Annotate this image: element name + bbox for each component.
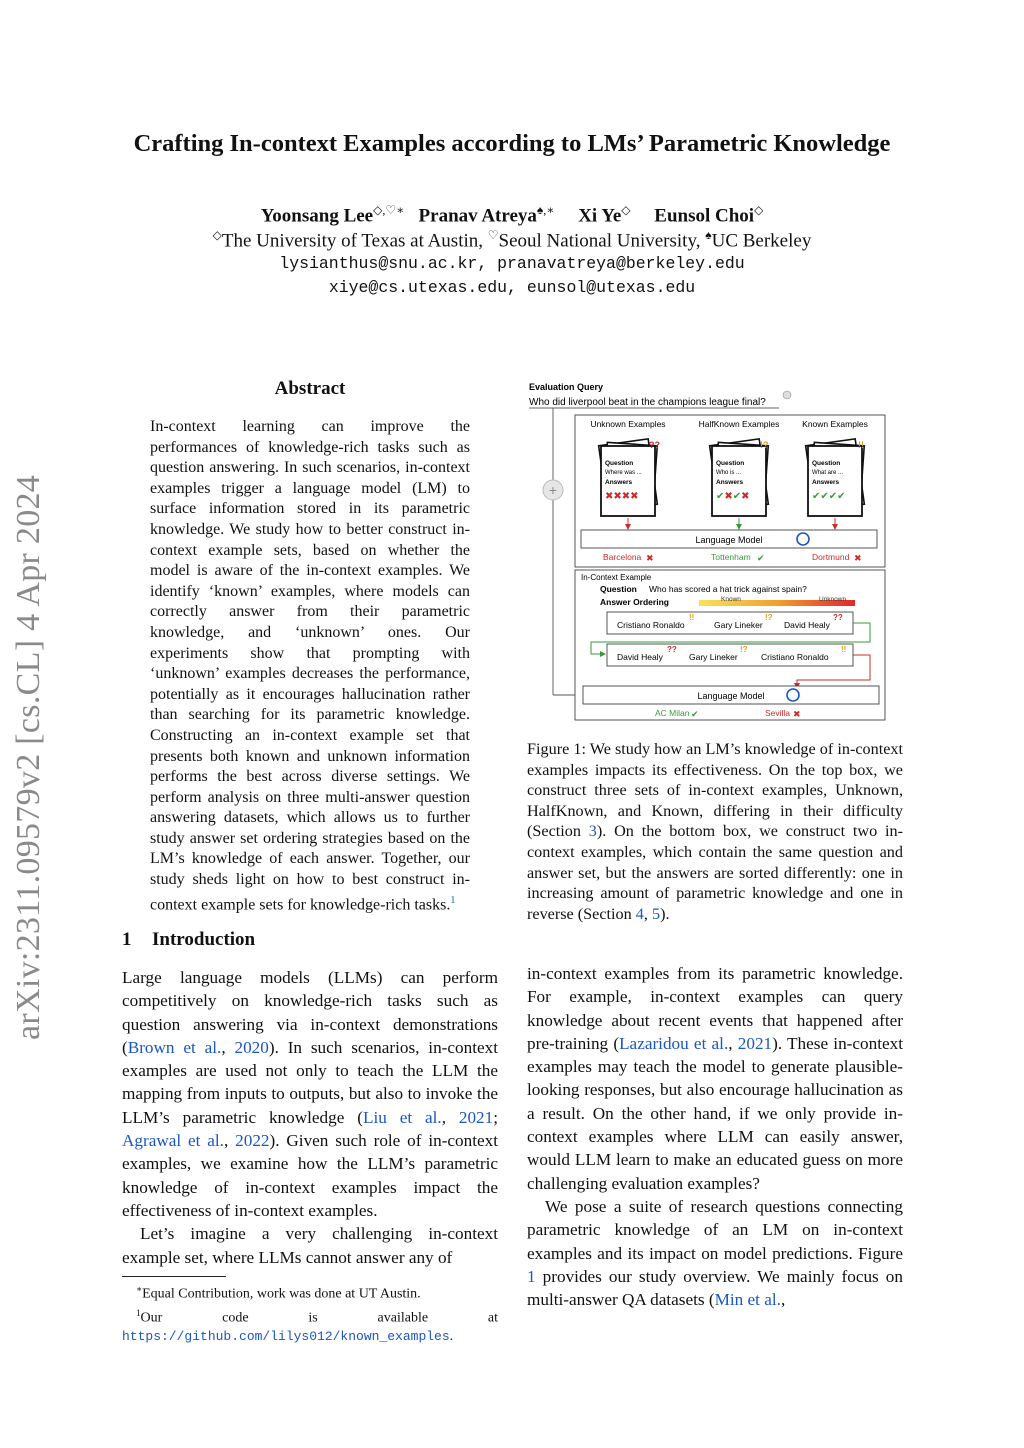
abstract-heading: Abstract (274, 378, 346, 399)
text: Figure 1: We study how an LM’s knowledge of in-context examples impacts its effectiveness. On the top box, we construct three sets of in-context examples, Unknown, HalfKnown, and Known, differing in their difficulty (Section (527, 740, 903, 841)
citation-link[interactable]: Agrawal et al. (122, 1131, 224, 1151)
cross-icon: ✖ (854, 553, 862, 563)
check-marks: ✔✔✔✔ (812, 491, 846, 502)
footnote-text: Equal Contribution, work was done at UT Austin. (142, 1286, 421, 1302)
card-answers-label: Answers (605, 479, 633, 486)
text: , (643, 904, 652, 923)
citation-year-link[interactable]: 2021 (737, 1033, 773, 1053)
figure-caption (527, 739, 903, 924)
question-marks: !? (760, 440, 769, 450)
cross-icon: ✖ (646, 553, 654, 563)
section-number: 1 (122, 929, 132, 950)
card-question-text: Who is ... (716, 470, 742, 476)
card-question-text: What are ... (812, 470, 844, 476)
affil-mark: ♡ (487, 228, 499, 242)
row2-answer-2: Gary Lineker (689, 652, 738, 662)
paragraph (122, 966, 498, 1222)
card-answers-label: Answers (716, 479, 744, 486)
exclamation-marks: !! (841, 645, 847, 654)
check-icon: ✔ (757, 553, 765, 563)
text: in-context examples from its parametric knowledge. For example, in-context examples can query knowledge about recent events that happened after pre-training ( (527, 964, 903, 1053)
row2-answer-1: David Healy (617, 652, 663, 662)
author-marks: ◇ (754, 203, 764, 217)
author-name: Xi Ye (578, 205, 622, 227)
paragraph (527, 1195, 903, 1311)
citation-year-link[interactable]: 2020 (234, 1037, 269, 1057)
citation-link[interactable]: Brown et al. (127, 1037, 222, 1057)
row1-answer-3: David Healy (784, 620, 830, 630)
section-heading (122, 929, 255, 951)
text: ). These in-context examples may teach the model to generate plausible-looking responses, but also encourage hallucination as a result. On the other hand, if we only provide in-context examples where LLM can easily answer, would LLM learn to make an educated guess on more challenging evaluation examples? (527, 1033, 903, 1193)
answer-ordering-label: Answer Ordering (600, 597, 669, 607)
intro-left-column (122, 966, 498, 1269)
section-ref-link[interactable]: 5 (651, 904, 661, 923)
card-answers-label: Answers (812, 479, 840, 486)
output-dortmund: Dortmund (812, 552, 850, 562)
paragraph: Let’s imagine a very challenging in-context example set, where LLMs cannot answer any of (122, 1224, 498, 1267)
output-barcelona: Barcelona (603, 552, 642, 562)
affil-mark: ♠ (705, 228, 712, 242)
lm-label: Language Model (695, 535, 763, 545)
eval-question: Who did liverpool beat in the champions league final? (529, 397, 766, 408)
author-marks: ♠,∗ (536, 203, 555, 217)
cross-icon: ✖ (793, 709, 801, 719)
footnote-divider (122, 1276, 226, 1277)
email-line: lysianthus@snu.ac.kr, pranavatreya@berkeley.edu (279, 254, 745, 273)
set-label-known: Known Examples (802, 419, 868, 429)
lm-label: Language Model (697, 691, 765, 701)
text: , (780, 1290, 786, 1310)
abstract-text: In-context learning can improve the performances of knowledge-rich tasks such as question answering. In such scenarios, in-context examples trigger a language model (LM) to surface information stored in its parametric knowledge. We study how to better construct in-context example sets, based on whether the model is aware of the in-context examples. We identify ‘known’ examples, where models can correctly answer from their parametric knowledge, and ‘unknown’ ones. Our experiments show that prompting with ‘unknown’ examples decreases the performance, potentially as it encourages hallucination rather than searching for its parametric knowledge. Constructing an in-context example set that presents both known and unknown information performs the best across diverse settings. We perform analysis on three multi-answer question answering datasets, which allows us to further study answer set ordering strategies based on the LM’s knowledge of each answer. Together, our study sheds light on how to best construct in-context example sets for knowledge-rich tasks. (150, 418, 470, 913)
text: ). Given such role of in-context examples, we examine how the LLM’s parametric knowledge of in-context examples impact the effectiveness of in-context examples. (122, 1131, 499, 1220)
section-ref-link[interactable]: 4 (635, 904, 644, 923)
exclamation-marks: !! (858, 440, 864, 450)
text: provides our study overview. We mainly focus on multi-answer QA datasets ( (527, 1266, 903, 1310)
footnote-mark: ∗ (136, 1284, 143, 1294)
in-context-label: In-Context Example (581, 573, 652, 582)
question-marks: ?? (833, 613, 843, 622)
text: , (441, 1107, 459, 1127)
figure-ref-link[interactable]: 1 (527, 1266, 536, 1286)
gradient-unknown-label: Unknown (819, 596, 847, 603)
text: ). On the bottom box, we construct two in-context examples, which contain the same question and answer set, but the answers are sorted differently: one in increasing amount of parametric knowledge and one in reverse (Section (527, 822, 903, 923)
footnote-text: . (449, 1329, 454, 1345)
author-marks: ◇ (621, 203, 631, 217)
text: ). (660, 904, 670, 923)
figure-1 (525, 380, 905, 725)
check-icon: ✔ (691, 709, 699, 719)
text: , (223, 1131, 236, 1151)
exclamation-marks: !? (765, 613, 773, 622)
affil-name: UC Berkeley (711, 230, 812, 252)
arxiv-stamp: arXiv:2311.09579v2 [cs.CL] 4 Apr 2024 (10, 474, 47, 1040)
affil-name: Seoul National University, (498, 230, 701, 252)
card-question-label: Question (716, 460, 745, 467)
author-marks: ◇,♡∗ (373, 203, 405, 217)
text: We pose a suite of research questions connecting parametric knowledge of an LM on in-context examples and its impact on model predictions. Figure (527, 1196, 903, 1263)
citation-year-link[interactable]: 2022 (235, 1131, 270, 1151)
citation-year-link[interactable]: 2021 (458, 1107, 494, 1127)
ic-question: Who has scored a hat trick against spain? (649, 584, 807, 594)
paper-title: Crafting In-context Examples according to LMs’ Parametric Knowledge (133, 130, 891, 157)
card-question-text: Where was ... (605, 470, 642, 476)
author-name: Yoonsang Lee (260, 205, 374, 227)
gradient-known-label: Known (721, 596, 741, 603)
card-stack-known (806, 439, 865, 516)
set-label-unknown: Unknown Examples (590, 419, 666, 429)
section-title: Introduction (152, 929, 256, 950)
footnote (122, 1280, 498, 1304)
affiliations (0, 228, 1024, 252)
footnote-ref[interactable]: 1 (450, 894, 456, 906)
text: , (728, 1033, 738, 1053)
set-label-halfknown: HalfKnown Examples (698, 419, 780, 429)
card-stack-halfknown (710, 439, 769, 516)
plus-sign: + (548, 482, 558, 498)
exclamation-marks: !! (689, 613, 695, 622)
abstract-body (150, 417, 470, 916)
output-tottenham: Tottenham (711, 552, 751, 562)
footnote-text: Our code is available at (140, 1310, 498, 1326)
eval-query-label: Evaluation Query (529, 382, 604, 392)
author-name: Pranav Atreya (418, 205, 537, 227)
question-marks: ?? (667, 645, 677, 654)
footnotes (122, 1280, 498, 1346)
citation-link[interactable]: Liu et al. (362, 1107, 442, 1127)
row1-answer-2: Gary Lineker (714, 620, 763, 630)
output-acmilan: AC Milan (655, 708, 690, 718)
card-stack-unknown (599, 439, 660, 516)
email-line: xiye@cs.utexas.edu, eunsol@utexas.edu (328, 278, 696, 297)
ic-question-label: Question (600, 584, 637, 594)
mixed-marks: ✔✖✔✖ (716, 491, 750, 502)
output-sevilla: Sevilla (765, 708, 791, 718)
intro-right-column (527, 962, 903, 1311)
text: Large language models (LLMs) can perform competitively on knowledge-rich tasks such as question answering via in-context demonstrations ( (122, 968, 498, 1057)
card-question-label: Question (605, 460, 634, 467)
code-url-link[interactable]: https://github.com/lilys012/known_examples (122, 1329, 450, 1345)
affil-mark: ◇ (212, 228, 222, 242)
footnote (122, 1304, 498, 1347)
author-name: Eunsol Choi (654, 205, 755, 227)
text: , (221, 1037, 235, 1057)
card-question-label: Question (812, 460, 841, 467)
paragraph (527, 962, 903, 1195)
trophy-icon (783, 391, 791, 399)
affil-name: The University of Texas at Austin, (221, 230, 484, 252)
section-ref-link[interactable]: 3 (588, 822, 597, 841)
question-marks: ?? (649, 440, 660, 450)
author-list (0, 203, 1024, 227)
row1-answer-1: Cristiano Ronaldo (617, 620, 685, 630)
row2-answer-3: Cristiano Ronaldo (761, 652, 829, 662)
citation-link[interactable]: Lazaridou et al. (619, 1033, 729, 1053)
citation-link[interactable]: Min et al. (714, 1290, 781, 1310)
text: ; (493, 1107, 499, 1127)
text: ). In such scenarios, in-context examples are used not only to teach the LLM the mapping from inputs to outputs, but also to invoke the LLM’s parametric knowledge ( (122, 1037, 498, 1127)
cross-marks: ✖✖✖✖ (605, 491, 639, 502)
footnote-mark: 1 (136, 1307, 141, 1318)
exclamation-marks: !? (740, 645, 748, 654)
